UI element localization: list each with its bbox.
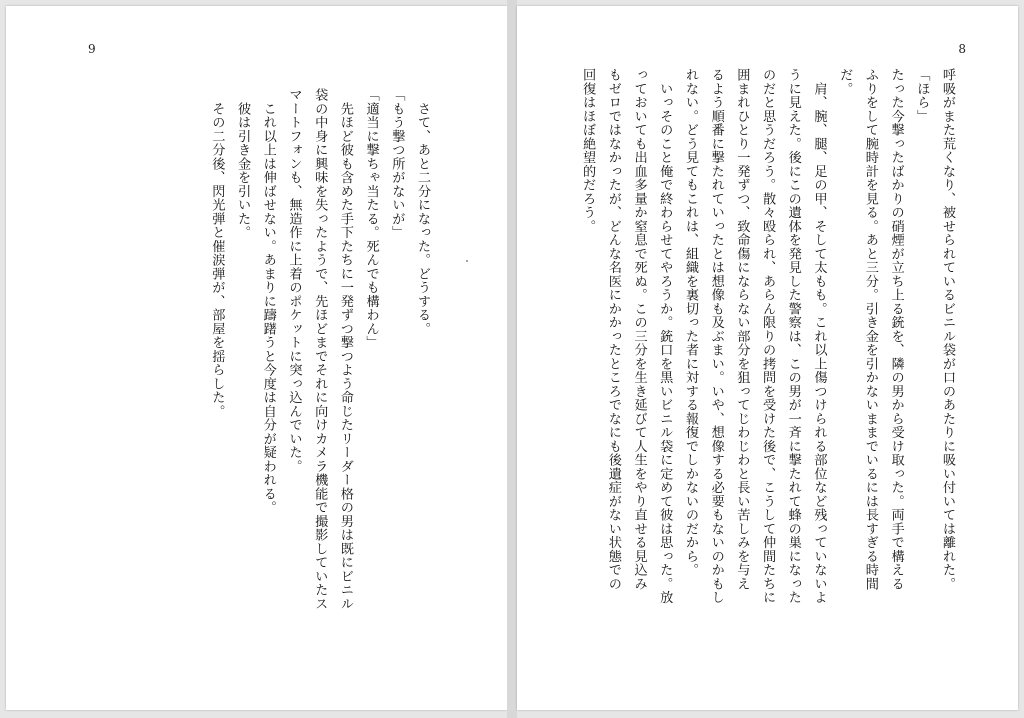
text-line: 「もう撃つ所がないが」 [389, 88, 405, 240]
text-line: 呼吸がまた荒くなり、被せられているビニル袋が口のあたりに吸い付いては離れた。 [940, 68, 955, 591]
text-line: れない。どう見てもこれは、組織を裏切った者に対する報復でしかないのだから。 [682, 68, 698, 577]
text-line: これ以上は伸ばせない。あまりに躊躇うと今度は自分が疑われる。 [260, 88, 276, 515]
right-page-text [574, 68, 960, 668]
text-line: 彼は引き金を引いた。 [235, 88, 251, 240]
text-line: たった今撃ったばかりの硝煙が立ち上る銃を、隣の男から受け取った。両手で構える [888, 68, 904, 591]
text-line: もゼロではなかったが、どんな名医にかかったところでなにも後遺症がない状態での [605, 68, 621, 591]
text-line: 袋の中身に興味を失ったようで、先ほどまでそれに向けカメラ機能で撮影していたス [312, 88, 328, 611]
text-line: 「ほら」 [914, 68, 930, 123]
text-line: るよう順番に撃たれていったとは想像も及ぶまい。いや、想像する必要もないのかもし [708, 68, 724, 605]
text-line: 囲まれひとり一発ずつ、致命傷にならない部分を狙ってじわじわと長い苦しみを与え [734, 68, 750, 591]
stray-mark [466, 260, 468, 262]
text-line: っておいても出血多量か窒息で死ぬ。この三分を生き延びて人生をやり直せる見込み [631, 68, 647, 591]
text-line: 肩、腕、腿、足の甲、そして太もも。これ以上傷つけられる部位など残っていないよ [811, 68, 827, 605]
text-line: 回復はほぼ絶望的だろう。 [580, 68, 596, 233]
text-line: うに見えた。後にこの遺体を発見した警察は、この男が一斉に撃たれて蜂の巣になった [785, 68, 801, 605]
text-line: さて、あと二分になった。どうする。 [415, 88, 430, 336]
text-line: いっそのこと俺で終わらせてやろうか。銃口を黒いビニル袋に定めて彼は思った。放 [657, 68, 673, 605]
text-line: マートフォンも、無造作に上着のポケットに突っ込んでいた。 [286, 88, 302, 473]
text-line: 先ほど彼も含めた手下たちに一発ずつ撃つよう命じたリーダー格の男は既にビニル [337, 88, 353, 611]
text-line: 「適当に撃ちゃ当たる。死んでも構わん」 [363, 88, 379, 350]
left-page [6, 6, 507, 710]
page-number-right: 8 [958, 42, 966, 56]
text-line: のだと思うだろう。散々殴られ、あらん限りの拷問を受けた後で、こうして仲間たちに [760, 68, 776, 605]
page-number-left: 9 [88, 42, 96, 56]
text-line: その二分後、閃光弾と催涙弾が、部屋を揺らした。 [209, 88, 225, 418]
page-gutter [507, 0, 517, 718]
text-line: ふりをして腕時計を見る。あと三分。引き金を引かないままでいるには長すぎる時間 [862, 68, 878, 591]
left-page-text [204, 88, 435, 688]
right-page [517, 6, 1018, 710]
text-line: だ。 [837, 68, 853, 96]
